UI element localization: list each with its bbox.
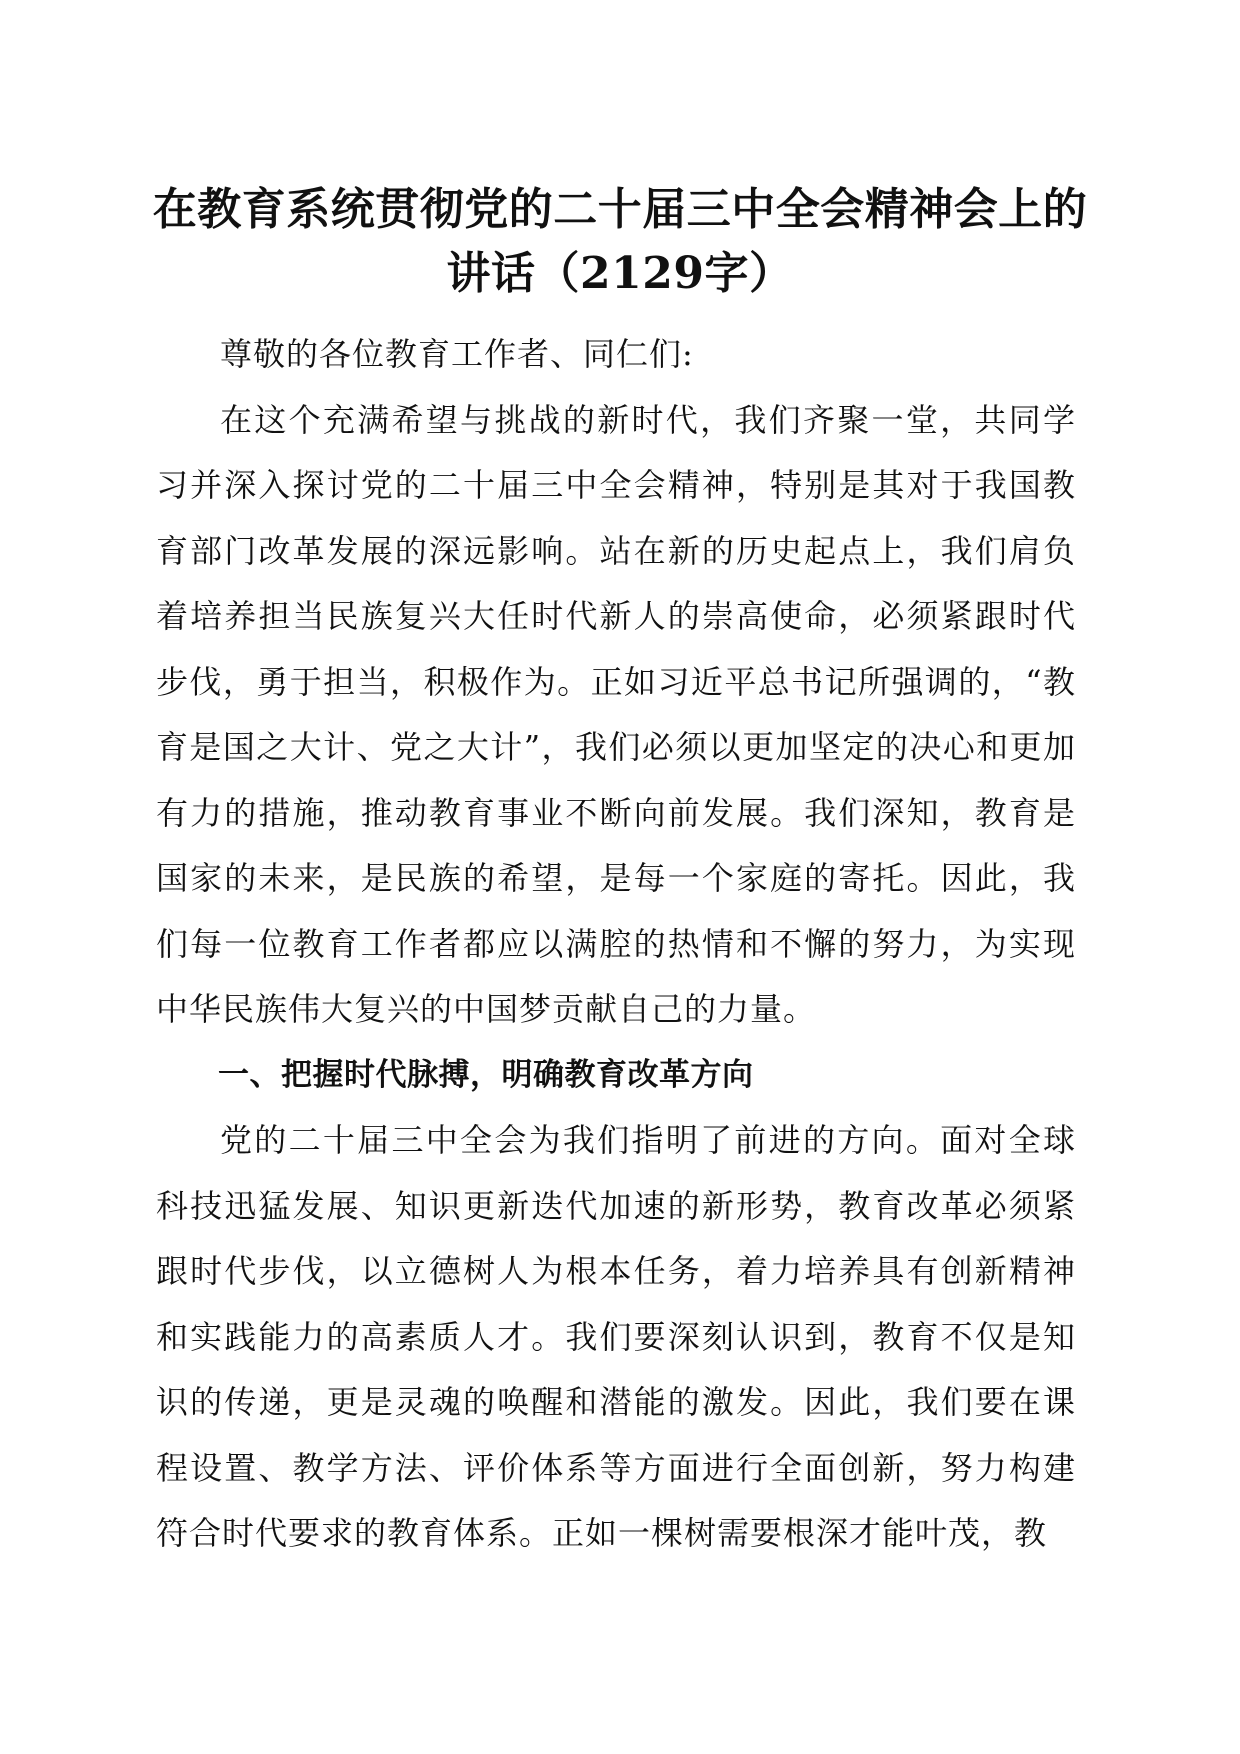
document-body <box>156 322 1076 1567</box>
salutation: 尊敬的各位教育工作者、同仁们: <box>220 335 694 373</box>
intro-paragraph: 在这个充满希望与挑战的新时代，我们齐聚一堂，共同学习并深入探讨党的二十届三中全会精神，特别是其对于我国教育部门改革发展的深远影响。站在新的历史起点上，我们肩负着培养担当民族复兴大任时代新人的崇高使命，必须紧跟时代步伐，勇于担当，积极作为。正如习近平总书记所强调的，“教育是国之大计、党之大计”，我们必须以更加坚定的决心和更加有力的措施，推动教育事业不断向前发展。我们深知，教育是国家的未来，是民族的希望，是每一个家庭的寄托。因此，我们每一位教育工作者都应以满腔的热情和不懈的努力，为实现中华民族伟大复兴的中国梦贡献自己的力量。 <box>156 400 1076 1028</box>
section-heading-1: 一、把握时代脉搏，明确教育改革方向 <box>218 1056 754 1093</box>
section-paragraph-1: 党的二十届三中全会为我们指明了前进的方向。面对全球科技迅猛发展、知识更新迭代加速的新形势，教育改革必须紧跟时代步伐，以立德树人为根本任务，着力培养具有创新精神和实践能力的高素质人才。我们要深刻认识到，教育不仅是知识的传递，更是灵魂的唤醒和潜能的激发。因此，我们要在课程设置、教学方法、评价体系等方面进行全面创新，努力构建符合时代要求的教育体系。正如一棵树需要根深才能叶茂，教 <box>156 1121 1076 1552</box>
document-title: 在教育系统贯彻党的二十届三中全会精神会上的讲话（2129字） <box>152 184 1088 299</box>
